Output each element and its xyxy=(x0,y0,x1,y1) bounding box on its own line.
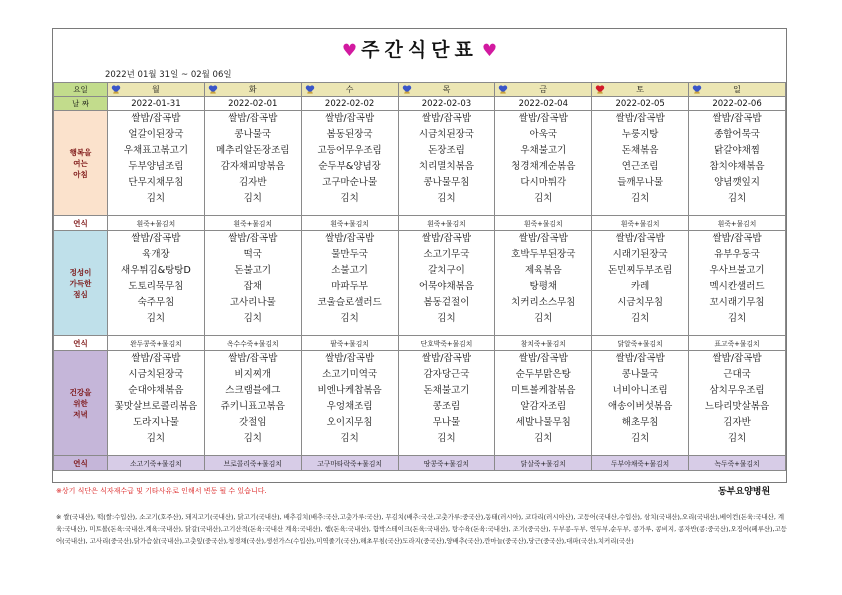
meal-cell xyxy=(689,111,786,216)
menu-item: 쌀밥/잡곡밥 xyxy=(131,233,181,244)
menu-item: 쌀밥/잡곡밥 xyxy=(615,233,665,244)
soft-diet-label: 연식 xyxy=(54,456,108,471)
menu-item: 순두부맑은탕 xyxy=(515,369,571,380)
menu-item: 탕평채 xyxy=(529,281,558,292)
menu-item: 떡국 xyxy=(243,249,262,260)
menu-item: 김치 xyxy=(340,193,359,204)
menu-item: 치커리소스무침 xyxy=(511,297,576,308)
date-cell: 2022-01-31 xyxy=(108,97,205,111)
date-header: 날 짜 xyxy=(54,97,108,111)
meal-cell xyxy=(592,111,689,216)
soft-diet-cell: 땅콩죽+물김치 xyxy=(398,456,495,471)
meal-label-line: 위한 xyxy=(73,398,88,408)
meal-cell xyxy=(398,231,495,336)
menu-item: 김치 xyxy=(534,313,553,324)
meal-cell xyxy=(495,111,592,216)
menu-item: 시금치된장국 xyxy=(418,129,474,140)
menu-item: 고등어무우조림 xyxy=(317,145,382,156)
menu-item: 쌀밥/잡곡밥 xyxy=(228,233,278,244)
menu-item: 김치 xyxy=(630,433,650,444)
soft-diet-cell: 소고기죽+물김치 xyxy=(108,456,205,471)
menu-item: 호박두부된장국 xyxy=(511,249,576,260)
heart-basket-icon xyxy=(692,84,702,94)
menu-item: 새우튀김&탕탕D xyxy=(121,265,191,276)
soft-diet-row xyxy=(54,456,786,471)
meal-cell xyxy=(108,231,205,336)
meal-label-line: 아침 xyxy=(73,169,88,179)
menu-item: 쥬키니표고볶음 xyxy=(220,401,285,412)
menu-item: 근대국 xyxy=(723,369,751,380)
menu-item: 참치야채볶음 xyxy=(709,161,765,172)
meal-label-line: 건강을 xyxy=(69,387,92,397)
menu-item: 소고기무국 xyxy=(423,249,470,260)
soft-diet-label: 연식 xyxy=(54,336,108,351)
menu-item: 돈불고기 xyxy=(234,265,272,276)
dinner-row xyxy=(54,351,786,456)
menu-item: 오이지무침 xyxy=(326,417,373,428)
menu-item: 김치 xyxy=(630,193,650,204)
hospital-name: 동부요양병원 xyxy=(718,487,771,497)
menu-item: 소불고기 xyxy=(331,265,368,276)
meal-label-line: 행복을 xyxy=(69,147,92,157)
menu-item: 김치 xyxy=(146,433,166,444)
weekday-cell: 일 xyxy=(689,83,786,97)
soft-diet-cell: 흰죽+물김치 xyxy=(495,216,592,231)
menu-item: 양념깻잎지 xyxy=(714,177,760,188)
meal-cell xyxy=(204,351,301,456)
heart-icon: ♥ xyxy=(341,41,358,61)
menu-item: 김치 xyxy=(340,313,359,324)
menu-item: 김자반 xyxy=(723,417,751,428)
menu-item: 김치 xyxy=(146,193,166,204)
weekday-cell: 수 xyxy=(301,83,398,97)
menu-item: 쌀밥/잡곡밥 xyxy=(712,113,762,124)
meal-cell xyxy=(108,111,205,216)
menu-item: 도라지나물 xyxy=(132,417,179,428)
menu-item: 들깨무나물 xyxy=(617,177,664,188)
menu-item: 콩나물무침 xyxy=(423,177,470,188)
menu-item: 쌀밥/잡곡밥 xyxy=(421,113,471,124)
date-row xyxy=(54,97,786,111)
meal-label-line: 여는 xyxy=(73,158,88,168)
menu-item: 쌀밥/잡곡밥 xyxy=(131,113,181,124)
weekday-row xyxy=(54,83,786,97)
menu-item: 알감자조림 xyxy=(520,401,567,412)
menu-item: 김치 xyxy=(437,193,456,204)
menu-item: 애송이버섯볶음 xyxy=(608,401,673,412)
menu-item: 쌀밥/잡곡밥 xyxy=(712,233,762,244)
menu-item: 쌀밥/잡곡밥 xyxy=(228,113,278,124)
meal-cell xyxy=(108,351,205,456)
menu-sheet xyxy=(52,28,787,483)
heart-basket-icon xyxy=(208,84,218,94)
meal-cell xyxy=(398,351,495,456)
menu-item: 쌀밥/잡곡밥 xyxy=(421,353,471,364)
meal-label-line: 정성이 xyxy=(69,267,92,277)
date-cell: 2022-02-06 xyxy=(689,97,786,111)
menu-item: 김치 xyxy=(340,433,359,444)
menu-item: 시금치된장국 xyxy=(128,369,184,380)
menu-item: 삼치무우조림 xyxy=(709,385,765,396)
menu-item: 해초무침 xyxy=(621,417,659,428)
menu-item: 청경채계순볶음 xyxy=(511,161,576,172)
meal-cell xyxy=(301,351,398,456)
date-cell: 2022-02-05 xyxy=(592,97,689,111)
soft-diet-cell: 두부야채죽+물김치 xyxy=(592,456,689,471)
date-cell: 2022-02-01 xyxy=(204,97,301,111)
soft-diet-cell: 흰죽+물김치 xyxy=(108,216,205,231)
date-cell: 2022-02-02 xyxy=(301,97,398,111)
menu-item: 치리멸치볶음 xyxy=(418,161,474,172)
heart-basket-icon xyxy=(111,84,121,94)
menu-item: 다시마튀각 xyxy=(520,177,567,188)
menu-item: 유부우동국 xyxy=(714,249,760,260)
menu-item: 우엉채조림 xyxy=(326,401,373,412)
menu-item: 김치 xyxy=(727,313,747,324)
menu-item: 누룽지탕 xyxy=(621,129,659,140)
menu-item: 김치 xyxy=(243,313,262,324)
menu-item: 김자반 xyxy=(239,177,267,188)
soft-diet-cell: 옥수수죽+물김치 xyxy=(204,336,301,351)
menu-item: 김치 xyxy=(146,313,166,324)
soft-diet-cell: 닭살죽+물김치 xyxy=(495,456,592,471)
menu-item: 김치 xyxy=(727,193,747,204)
menu-item: 쌀밥/잡곡밥 xyxy=(518,233,568,244)
menu-item: 도토리묵무침 xyxy=(128,281,184,292)
menu-item: 김치 xyxy=(243,433,262,444)
menu-item: 돈채불고기 xyxy=(423,385,470,396)
soft-diet-cell: 브로콜리죽+물김치 xyxy=(204,456,301,471)
soft-diet-cell: 녹두죽+물김치 xyxy=(689,456,786,471)
menu-item: 쌀밥/잡곡밥 xyxy=(615,113,665,124)
weekday-header: 요일 xyxy=(54,83,108,97)
page-title xyxy=(53,35,786,62)
menu-item: 시금치무침 xyxy=(617,297,664,308)
date-cell: 2022-02-03 xyxy=(398,97,495,111)
menu-item: 쌀밥/잡곡밥 xyxy=(228,353,278,364)
menu-item: 쌀밥/잡곡밥 xyxy=(518,113,568,124)
menu-item: 어묵야채볶음 xyxy=(418,281,474,292)
menu-item: 아욱국 xyxy=(529,129,558,140)
meal-cell xyxy=(301,111,398,216)
menu-item: 꽃맛살브로콜리볶음 xyxy=(114,401,198,412)
soft-diet-cell: 표고죽+물김치 xyxy=(689,336,786,351)
menu-item: 감자당근국 xyxy=(423,369,470,380)
menu-item: 닭갈야채찜 xyxy=(714,145,760,156)
heart-basket-icon xyxy=(498,84,508,94)
meal-cell xyxy=(592,231,689,336)
soft-diet-cell: 참치죽+물김치 xyxy=(495,336,592,351)
menu-item: 김치 xyxy=(630,313,650,324)
notice-text: ※상기 식단은 식자재수급 및 기타사유로 인해서 변동 될 수 있습니다. xyxy=(56,487,267,495)
menu-item: 쌀밥/잡곡밥 xyxy=(325,233,375,244)
weekday-cell: 목 xyxy=(398,83,495,97)
menu-item: 봄동된장국 xyxy=(326,129,373,140)
menu-item: 콩나물국 xyxy=(621,369,659,380)
menu-item: 얼갈이된장국 xyxy=(128,129,184,140)
menu-item: 꼬시래기무침 xyxy=(709,297,765,308)
menu-item: 시래기된장국 xyxy=(612,249,668,260)
meal-cell xyxy=(495,351,592,456)
meal-cell xyxy=(592,351,689,456)
menu-item: 세발나물무침 xyxy=(515,417,571,428)
menu-item: 봄동겉절이 xyxy=(423,297,470,308)
meal-label xyxy=(54,231,108,336)
menu-item: 쌀밥/잡곡밥 xyxy=(712,353,762,364)
menu-item: 마파두부 xyxy=(331,281,368,292)
menu-item: 고사리나물 xyxy=(229,297,276,308)
menu-item: 쌀밥/잡곡밥 xyxy=(131,353,181,364)
title-text: 주간식단표 xyxy=(361,39,478,61)
soft-diet-cell: 흰죽+물김치 xyxy=(301,216,398,231)
menu-item: 돈채볶음 xyxy=(621,145,659,156)
menu-item: 김치 xyxy=(243,193,262,204)
menu-table xyxy=(53,82,786,471)
menu-item: 우채불고기 xyxy=(520,145,567,156)
heart-icon: ♥ xyxy=(481,41,498,61)
menu-item: 물만두국 xyxy=(331,249,368,260)
menu-item: 순두부&양념장 xyxy=(318,161,381,172)
soft-diet-cell: 흰죽+물김치 xyxy=(689,216,786,231)
menu-item: 비엔나케찹볶음 xyxy=(317,385,382,396)
menu-item: 쌀밥/잡곡밥 xyxy=(615,353,665,364)
menu-item: 갓절임 xyxy=(239,417,267,428)
meal-label xyxy=(54,111,108,216)
soft-diet-cell: 흰죽+물김치 xyxy=(592,216,689,231)
soft-diet-cell: 고구마타락죽+물김치 xyxy=(301,456,398,471)
menu-item: 우채표고볶고기 xyxy=(123,145,189,156)
menu-item: 우사브불고기 xyxy=(709,265,765,276)
menu-item: 미트볼케찹볶음 xyxy=(511,385,576,396)
menu-item: 콩조림 xyxy=(432,401,461,412)
soft-diet-cell: 완두콩죽+물김치 xyxy=(108,336,205,351)
meal-cell xyxy=(689,351,786,456)
soft-diet-cell: 흰죽+물김치 xyxy=(204,216,301,231)
menu-item: 잡채 xyxy=(243,281,262,292)
soft-diet-label: 연식 xyxy=(54,216,108,231)
meal-label-line: 가득한 xyxy=(69,278,92,288)
heart-basket-icon xyxy=(402,84,412,94)
lunch-row xyxy=(54,231,786,336)
menu-item: 감자채피망볶음 xyxy=(220,161,285,172)
menu-item: 쌀밥/잡곡밥 xyxy=(325,353,375,364)
heart-basket-icon xyxy=(595,84,605,94)
menu-item: 비지찌개 xyxy=(234,369,272,380)
menu-item: 스크램블에그 xyxy=(225,385,281,396)
breakfast-row xyxy=(54,111,786,216)
menu-item: 제육볶음 xyxy=(524,265,562,276)
meal-cell xyxy=(301,231,398,336)
menu-item: 종합어묵국 xyxy=(714,129,760,140)
meal-cell xyxy=(398,111,495,216)
menu-item: 쌀밥/잡곡밥 xyxy=(421,233,471,244)
meal-cell xyxy=(495,231,592,336)
menu-item: 너비아니조림 xyxy=(612,385,668,396)
menu-item: 김치 xyxy=(437,433,456,444)
menu-item: 김치 xyxy=(727,433,747,444)
heart-basket-icon xyxy=(305,84,315,94)
weekday-cell: 금 xyxy=(495,83,592,97)
menu-item: 순대야채볶음 xyxy=(128,385,184,396)
period-range: 2022년 01월 31일 ~ 02월 06일 xyxy=(105,70,232,80)
menu-item: 느타리맛살볶음 xyxy=(704,401,770,412)
soft-diet-row xyxy=(54,336,786,351)
menu-item: 두부양념조림 xyxy=(128,161,184,172)
menu-item: 무나물 xyxy=(432,417,461,428)
menu-item: 돈민찌두부조림 xyxy=(608,265,673,276)
menu-item: 콩나물국 xyxy=(234,129,272,140)
date-cell: 2022-02-04 xyxy=(495,97,592,111)
weekday-cell: 화 xyxy=(204,83,301,97)
menu-item: 돈장조림 xyxy=(428,145,465,156)
menu-item: 숙주무침 xyxy=(137,297,175,308)
menu-item: 쌀밥/잡곡밥 xyxy=(518,353,568,364)
menu-item: 카레 xyxy=(630,281,650,292)
menu-item: 김치 xyxy=(437,313,456,324)
soft-diet-cell: 닭알죽+물김치 xyxy=(592,336,689,351)
menu-item: 김치 xyxy=(534,433,553,444)
menu-item: 갈치구이 xyxy=(428,265,465,276)
menu-item: 소고기미역국 xyxy=(322,369,378,380)
menu-item: 김치 xyxy=(534,193,553,204)
weekday-cell: 월 xyxy=(108,83,205,97)
meal-label-line: 저녁 xyxy=(73,409,88,419)
menu-item: 메추리알돈장조림 xyxy=(216,145,290,156)
menu-item: 쌀밥/잡곡밥 xyxy=(325,113,375,124)
origin-info: ※ 쌀(국내산), 떡(쌀:수입산), 소고기(호주산), 돼지고기(국내산), 닭고기(국내산), 배추김치(배추:국산,고춧가루:국산), 무김치(배추:국산,고춧가루:중국산),동태(러시아), 코다리(러시아산), 고등어(국내산,수입산), 삼치(국내산),오리(국내산),베이컨(돈육:국내산, 계육:국내산), 미트볼(돈육:국내산,계육:국내산), 닭갈(국내산),고기산적(돈육:국내산 계육:국내산), 햄(돈육:국내산), 함박스테이크(돈육:국내산), 탕수육(돈육:국내산), 조기(중국산), 두부콩-두부, 연두부,순두부, 콩가루, 콩비지, 콩자반(콩:중국산),오징어(페루산),고등어(국내산), 고사리(중국산),닭가슴살(국내산),고춧잎(중국산),청경채(국산),생선가스(수입산),미역줄기(국산),해초무침(국산)도라지(중국산),양배추(국산),깐마늘(중국산),당근(중국산),대파(국산),치커리(국산) xyxy=(56,513,787,545)
weekday-cell: 토 xyxy=(592,83,689,97)
soft-diet-cell: 단호박죽+물김치 xyxy=(398,336,495,351)
meal-cell xyxy=(689,231,786,336)
menu-item: 코울슬로샐러드 xyxy=(317,297,382,308)
menu-item: 단무지채무침 xyxy=(128,177,184,188)
soft-diet-cell: 팥죽+물김치 xyxy=(301,336,398,351)
menu-item: 연근조림 xyxy=(621,161,659,172)
menu-item: 멕시칸샐러드 xyxy=(709,281,765,292)
meal-cell xyxy=(204,231,301,336)
soft-diet-cell: 흰죽+물김치 xyxy=(398,216,495,231)
soft-diet-row xyxy=(54,216,786,231)
meal-cell xyxy=(204,111,301,216)
menu-item: 육개장 xyxy=(142,249,170,260)
meal-label xyxy=(54,351,108,456)
meal-label-line: 점심 xyxy=(73,289,88,299)
menu-item: 고구마순나물 xyxy=(322,177,378,188)
